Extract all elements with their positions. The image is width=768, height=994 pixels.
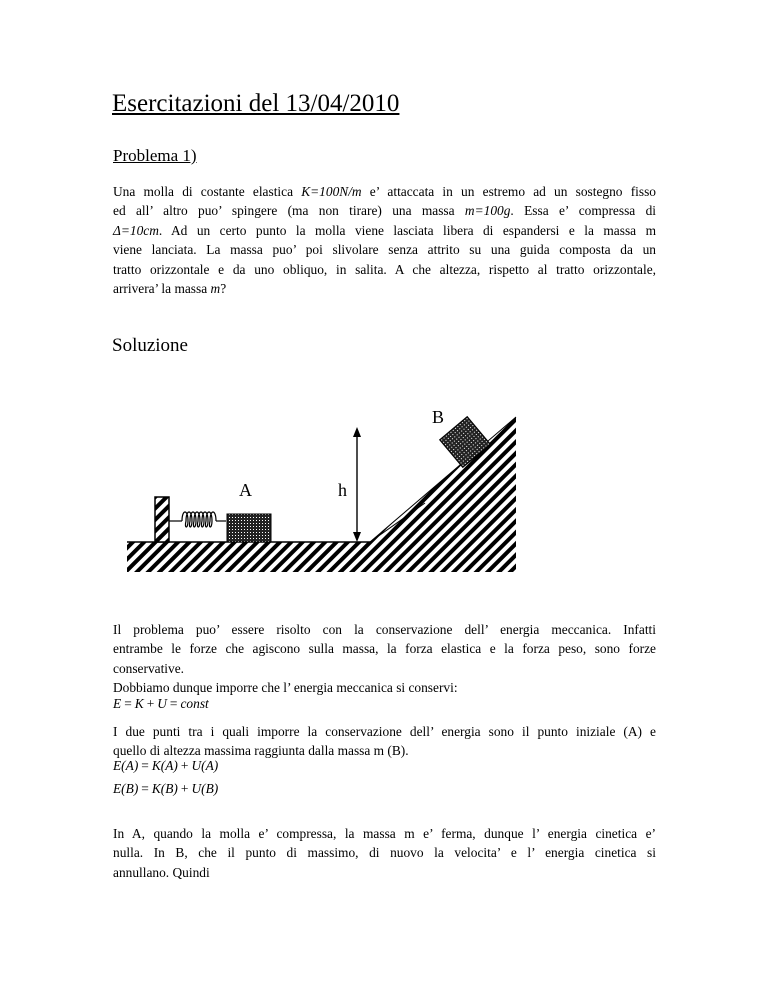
mass-a: [227, 514, 271, 542]
paragraph-conservation: [113, 620, 656, 698]
height-arrow: [353, 427, 361, 542]
paragraph-line: conservative.: [113, 660, 185, 676]
fixed-support: [155, 497, 169, 542]
problem-line: Δ=10cm. Ad un certo punto la molla viene lasciata libera di espandersi e la massa m: [113, 222, 656, 238]
paragraph-line: Il problema puo’ essere risolto con la conservazione dell’ energia meccanica. Infatti: [113, 622, 656, 637]
label-h: h: [338, 480, 347, 500]
paragraph-line: Dobbiamo dunque imporre che l’ energia meccanica si conservi:: [113, 680, 458, 696]
spring: [169, 512, 226, 527]
paragraph-line: annullano. Quindi: [113, 864, 210, 880]
label-b: B: [432, 407, 445, 427]
problem-line: Una molla di costante elastica K=100N/m e’ attaccata in un estremo ad un sostegno fisso: [113, 184, 656, 199]
problem-line: viene lanciata. La massa puo’ poi slivolare senza attrito su una guida composta da un: [113, 242, 656, 258]
paragraph-line: I due punti tra i quali imporre la conservazione dell’ energia sono il punto iniziale (A) e: [113, 724, 656, 739]
paragraph-line: quello di altezza massima raggiunta dalla massa m (B).: [113, 743, 409, 759]
label-a: A: [239, 480, 252, 500]
spring-incline-figure: [120, 405, 520, 580]
paragraph-line: nulla. In B, che il punto di massimo, di nuovo la velocita’ e l’ energia cinetica si: [113, 845, 656, 861]
solution-heading: Soluzione: [112, 335, 188, 356]
problem-line: ed all’ altro puo’ spingere (ma non tirare) una massa m=100g. Essa e’ compressa di: [113, 203, 656, 219]
problem-text: [113, 182, 656, 298]
paragraph-line: In A, quando la molla e’ compressa, la massa m e’ ferma, dunque l’ energia cinetica e’: [113, 826, 656, 841]
page-title: Esercitazioni del 13/04/2010: [112, 90, 400, 117]
paragraph-kinetic: [113, 824, 656, 882]
equation-energy-a: E(A) = K(A) + U(A): [113, 758, 219, 773]
equation-energy-constant: E = K + U = const: [113, 696, 209, 711]
equation-energy-b: E(B) = K(B) + U(B): [113, 781, 219, 796]
paragraph-line: entrambe le forze che agiscono sulla massa, la forza elastica e la forza peso, sono forze: [113, 641, 656, 657]
problem-line: tratto orizzontale e da uno obliquo, in salita. A che altezza, rispetto al tratto orizzontale,: [113, 261, 656, 277]
problem-line: arrivera’ la massa m?: [113, 281, 227, 297]
paragraph-points: [113, 722, 656, 761]
problem-heading: Problema 1): [113, 146, 197, 165]
